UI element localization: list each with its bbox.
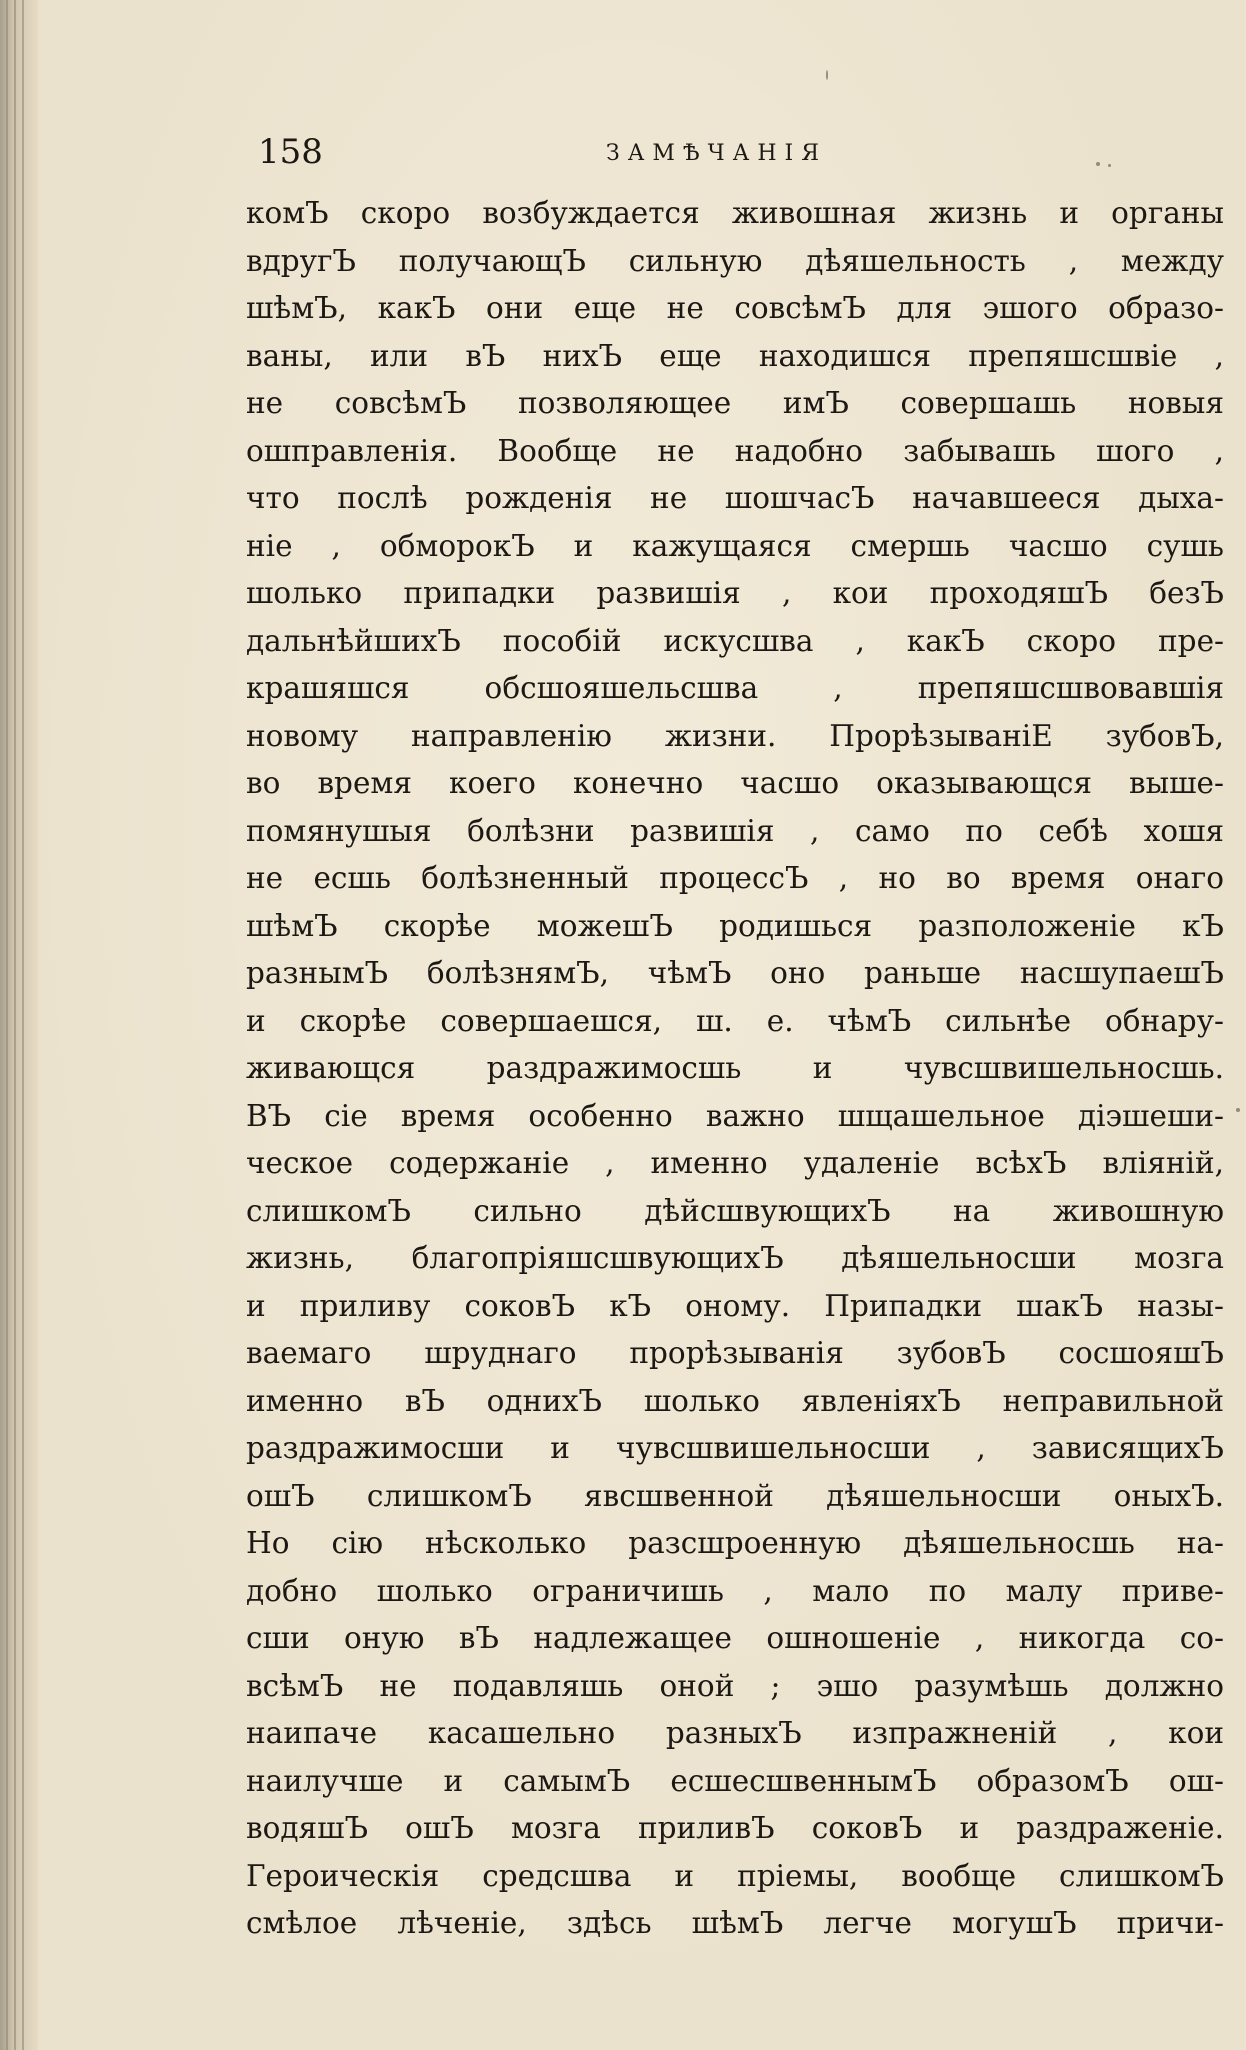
text-line: водяшЪ ошЪ мозга приливЪ соковЪ и раздраженіе.	[246, 1811, 1224, 1845]
text-line: сши оную вЪ надлежащее ошношеніе , никогда со-	[246, 1621, 1224, 1655]
text-line: дальнѣйшихЪ пособій искусшва , какЪ скоро пре-	[246, 623, 1224, 658]
text-line: во время коего конечно часшо оказывающся выше-	[246, 766, 1224, 800]
text-line: ніе , обморокЪ и кажущаяся смершь часшо сушь	[246, 528, 1224, 563]
text-line: шолько припадки развишія , кои проходяшЪ безЪ	[246, 576, 1224, 610]
text-line: крашяшся обсшояшельсшва , препяшсшвовавшія	[246, 671, 1224, 705]
text-line: Но сію нѣсколько разсшроенную дѣяшельносшь на-	[246, 1526, 1224, 1560]
text-line: смѣлое лѣченіе, здѣсь шѣмЪ легче могушЪ причи-	[246, 1906, 1224, 1940]
text-line: раздражимосши и чувсшвишельносши , зависящихЪ	[246, 1431, 1224, 1465]
text-line: и приливу соковЪ кЪ оному. Припадки шакЪ назы-	[246, 1288, 1224, 1323]
text-line: ВЪ сіе время особенно важно шщашельное діэшеши-	[246, 1098, 1224, 1133]
text-line: именно вЪ однихЪ шолько явленіяхЪ неправильной	[246, 1383, 1224, 1418]
text-line: помянушыя болѣзни развишія , само по себѣ хошя	[246, 813, 1224, 848]
print-speck	[826, 70, 828, 80]
text-line: ошЪ слишкомЪ явсшвенной дѣяшельносши оныхЪ.	[246, 1478, 1224, 1513]
page-binding-edge	[0, 0, 38, 2050]
text-line: не совсѣмЪ позволяющее имЪ совершашь новыя	[246, 386, 1224, 420]
page-number: 158	[258, 132, 323, 172]
page-header	[258, 128, 1218, 176]
binding-line	[14, 0, 16, 2050]
text-line: и скорѣе совершаешся, ш. е. чѣмЪ сильнѣе обнару-	[246, 1003, 1224, 1038]
running-title: ЗАМѢЧАНІЯ	[606, 141, 827, 166]
print-speck	[1096, 162, 1100, 166]
print-speck	[1108, 164, 1111, 167]
text-line: ошправленія. Вообще не надобно забывашь шого ,	[246, 433, 1224, 468]
text-line: всѣмЪ не подавляшь оной ; эшо разумѣшь должно	[246, 1668, 1224, 1703]
text-line: наилучше и самымЪ есшесшвеннымЪ образомЪ ош-	[246, 1763, 1224, 1798]
text-line: ческое содержаніе , именно удаленіе всѣхЪ вліяній,	[246, 1146, 1224, 1180]
text-line: слишкомЪ сильно дѣйсшвующихЪ на живошную	[246, 1193, 1224, 1228]
text-line: живающся раздражимосшь и чувсшвишельносшь.	[246, 1051, 1224, 1085]
text-line: не есшь болѣзненный процессЪ , но во время онаго	[246, 861, 1224, 895]
text-line: разнымЪ болѣзнямЪ, чѣмЪ оно раньше насшупаешЪ	[246, 956, 1224, 990]
text-line: шѣмЪ скорѣе можешЪ родишься разположеніе кЪ	[246, 908, 1224, 943]
text-line: Героическія средсшва и пріемы, вообще слишкомЪ	[246, 1858, 1224, 1893]
text-line: комЪ скоро возбуждается живошная жизнь и органы	[246, 196, 1224, 230]
text-line: ваны, или вЪ нихЪ еще находишся препяшсшвіе ,	[246, 338, 1224, 373]
print-speck	[1236, 1108, 1240, 1112]
text-line: ваемаго шруднаго прорѣзыванія зубовЪ сосшояшЪ	[246, 1336, 1224, 1370]
binding-line	[6, 0, 8, 2050]
text-line: жизнь, благопріяшсшвующихЪ дѣяшельносши мозга	[246, 1241, 1224, 1275]
body-text	[246, 190, 1224, 1948]
text-line: вдругЪ получающЪ сильную дѣяшельность , между	[246, 243, 1224, 278]
text-line: шѣмЪ, какЪ они еще не совсѣмЪ для эшого образо-	[246, 291, 1224, 325]
text-line: новому направленію жизни. ПрорѣзываніЕ зубовЪ,	[246, 718, 1224, 753]
text-line: добно шолько ограничишь , мало по малу приве-	[246, 1573, 1224, 1608]
binding-line	[22, 0, 24, 2050]
text-line: что послѣ рожденія не шошчасЪ начавшееся дыха-	[246, 481, 1224, 515]
text-line: наипаче касашельно разныхЪ изпражненій , кои	[246, 1716, 1224, 1750]
